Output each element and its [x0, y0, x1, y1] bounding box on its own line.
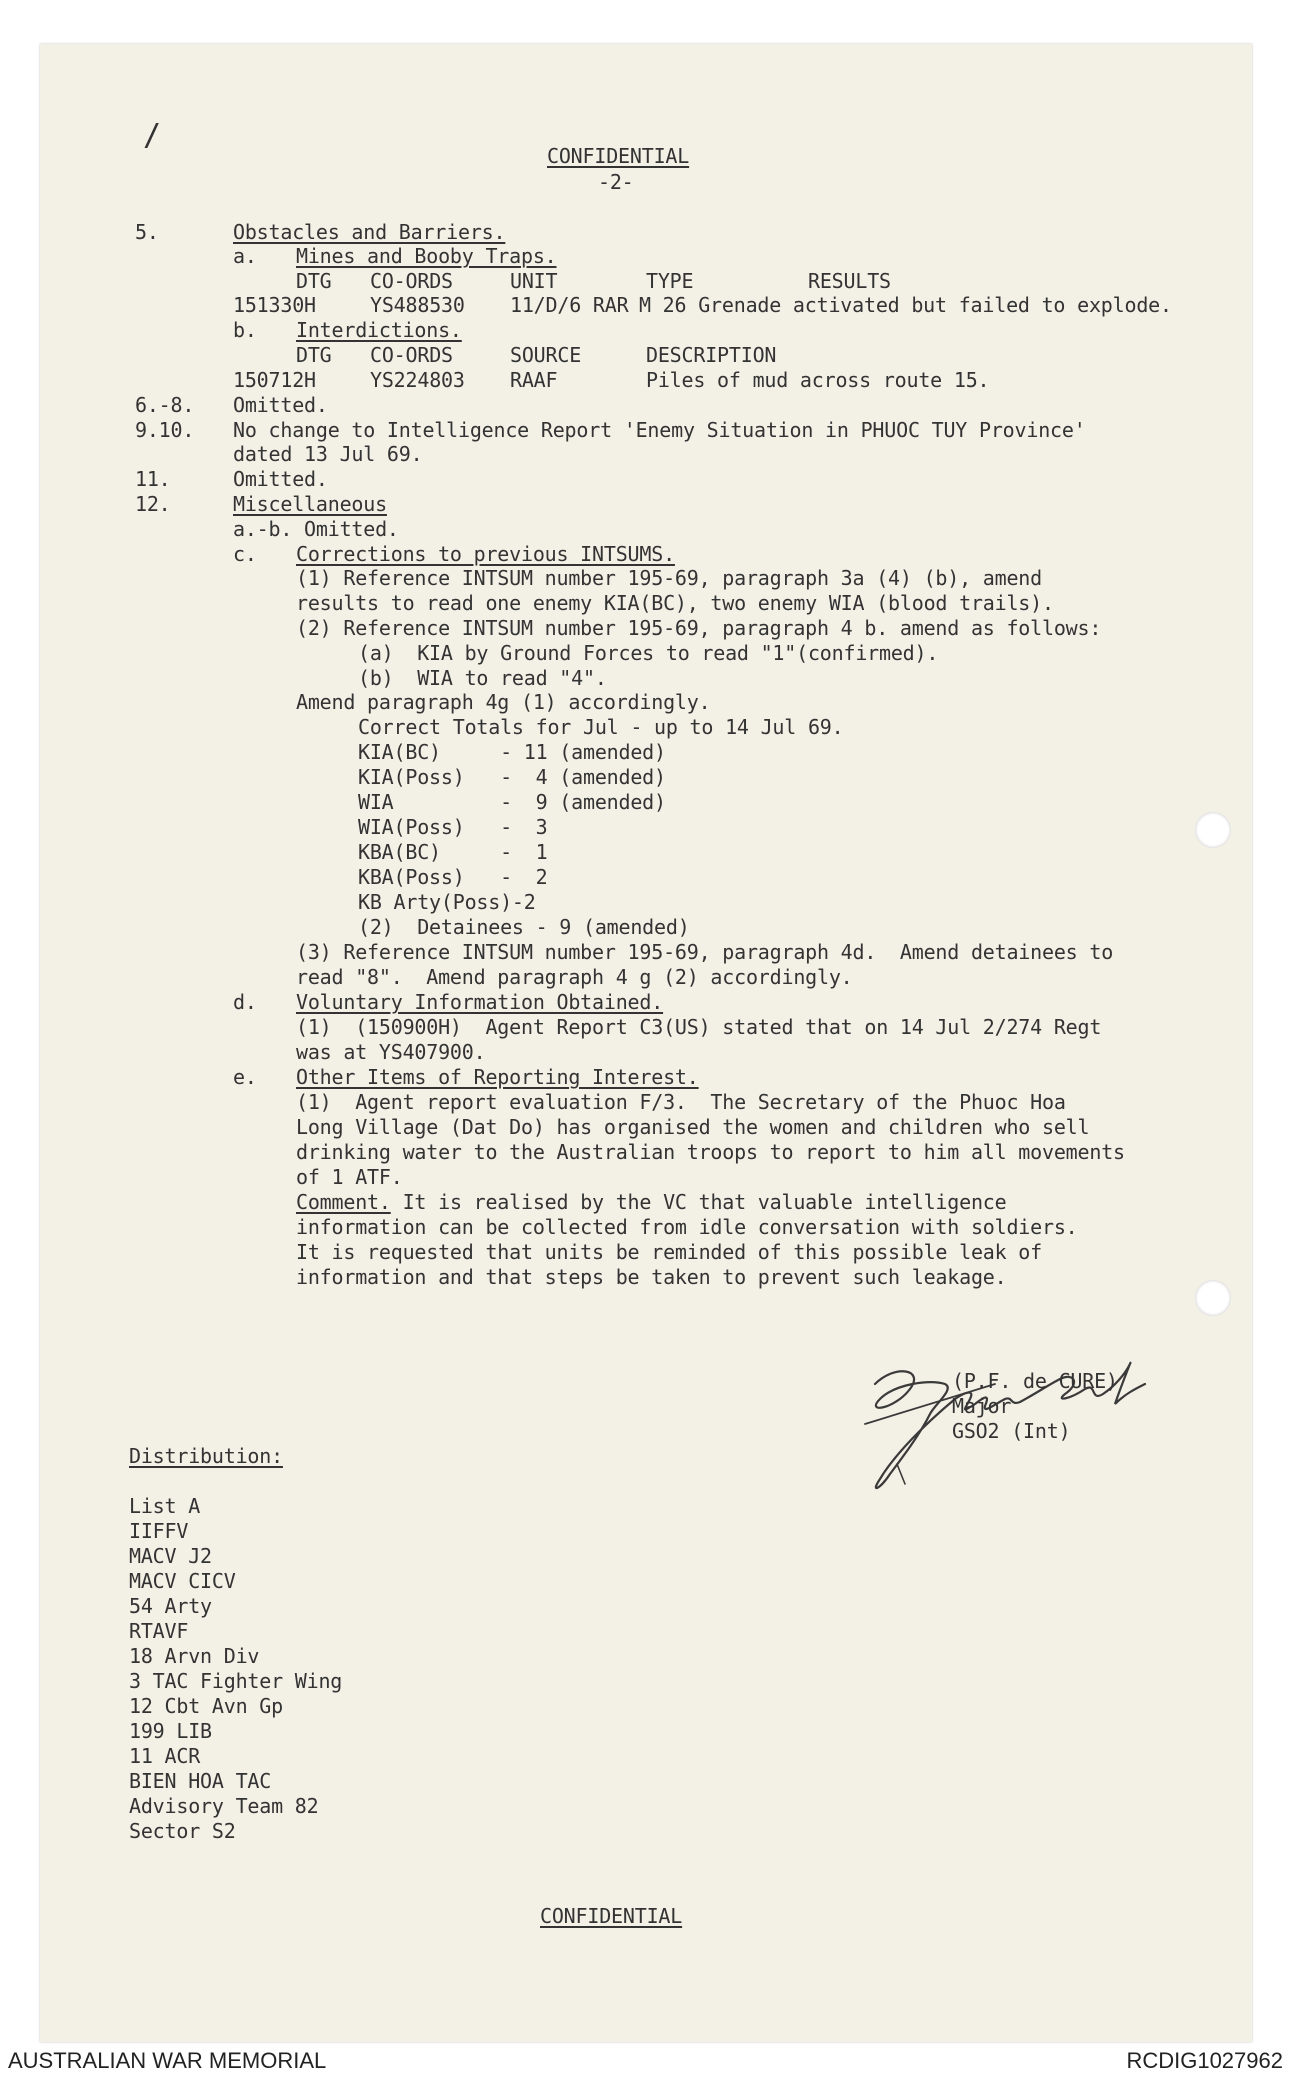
distribution-item: Sector S2: [129, 1819, 236, 1843]
archive-credit: AUSTRALIAN WAR MEMORIAL: [8, 2048, 327, 2073]
distribution-item: MACV CICV: [129, 1569, 236, 1593]
section-text: Omitted.: [233, 467, 328, 491]
subsection-letter: e.: [233, 1065, 257, 1089]
totals-row: KIA(BC) - 11 (amended): [358, 740, 666, 764]
distribution-item: 12 Cbt Avn Gp: [129, 1694, 283, 1718]
margin-mark: /: [143, 118, 161, 153]
table-header: UNIT: [510, 269, 558, 293]
distribution-item: IIFFV: [129, 1519, 189, 1543]
document-page: [40, 44, 1252, 2042]
signatory-appointment: GSO2 (Int): [952, 1419, 1071, 1443]
paragraph-line: (1) Reference INTSUM number 195-69, paragraph 3a (4) (b), amend: [296, 566, 1042, 590]
distribution-item: List A: [129, 1494, 201, 1518]
section-number: 12.: [135, 492, 171, 516]
totals-row: KBA(BC) - 1: [358, 840, 548, 864]
table-cell: YS488530: [370, 293, 465, 317]
totals-row: WIA - 9 (amended): [358, 790, 666, 814]
paragraph-line: was at YS407900.: [296, 1040, 486, 1064]
signatory-name: (P.F. de CURE): [952, 1369, 1118, 1393]
distribution-item: 18 Arvn Div: [129, 1644, 260, 1668]
punch-hole: [1195, 812, 1231, 848]
subsection-letter: a.: [233, 244, 257, 268]
totals-title: Correct Totals for Jul - up to 14 Jul 69.: [358, 715, 844, 739]
totals-row: KIA(Poss) - 4 (amended): [358, 765, 666, 789]
subsection-letter: b.: [233, 318, 257, 342]
section-number: 11.: [135, 467, 171, 491]
paragraph-line: (1) Agent report evaluation F/3. The Secretary of the Phuoc Hoa: [296, 1090, 1066, 1114]
distribution-item: MACV J2: [129, 1544, 212, 1568]
paragraph-line: (1) (150900H) Agent Report C3(US) stated that on 14 Jul 2/274 Regt: [296, 1015, 1102, 1039]
header-classification: CONFIDENTIAL: [547, 144, 690, 168]
table-cell: 150712H: [233, 368, 316, 392]
distribution-item: 11 ACR: [129, 1744, 201, 1768]
distribution-item: 54 Arty: [129, 1594, 212, 1618]
paragraph-line: drinking water to the Australian troops to report to him all movements: [296, 1140, 1125, 1164]
section-title: Obstacles and Barriers.: [233, 220, 506, 244]
comment-line: It is requested that units be reminded of this possible leak of: [296, 1240, 1042, 1264]
footer-classification: CONFIDENTIAL: [540, 1904, 683, 1928]
totals-row: (2) Detainees - 9 (amended): [358, 915, 690, 939]
paragraph-line: (a) KIA by Ground Forces to read "1"(confirmed).: [358, 641, 939, 665]
subsection-letter: d.: [233, 990, 257, 1014]
subsection-letter: c.: [233, 542, 257, 566]
table-cell: YS224803: [370, 368, 465, 392]
subsection-title: Corrections to previous INTSUMS.: [296, 542, 675, 566]
table-cell: RAAF: [510, 368, 558, 392]
table-cell: Piles of mud across route 15.: [646, 368, 990, 392]
paragraph-line: (b) WIA to read "4".: [358, 666, 607, 690]
paragraph-line: Amend paragraph 4g (1) accordingly.: [296, 690, 711, 714]
section-text: No change to Intelligence Report 'Enemy Situation in PHUOC TUY Province': [233, 418, 1086, 442]
section-number: 9.10.: [135, 418, 195, 442]
archive-reference: RCDIG1027962: [1126, 2048, 1283, 2073]
table-header: DESCRIPTION: [646, 343, 777, 367]
distribution-item: 199 LIB: [129, 1719, 212, 1743]
comment-line: information and that steps be taken to prevent such leakage.: [296, 1265, 1007, 1289]
comment-line: information can be collected from idle conversation with soldiers.: [296, 1215, 1078, 1239]
distribution-title: Distribution:: [129, 1444, 283, 1468]
paragraph-line: results to read one enemy KIA(BC), two enemy WIA (blood trails).: [296, 591, 1054, 615]
table-header: TYPE: [646, 269, 694, 293]
comment-text: It is realised by the VC that valuable intelligence: [390, 1190, 1007, 1214]
comment-label: Comment.: [296, 1190, 391, 1214]
distribution-item: 3 TAC Fighter Wing: [129, 1669, 343, 1693]
paragraph-line: of 1 ATF.: [296, 1165, 403, 1189]
table-header: SOURCE: [510, 343, 582, 367]
table-header: CO-ORDS: [370, 269, 453, 293]
section-text: a.-b. Omitted.: [233, 517, 399, 541]
totals-row: KB Arty(Poss)-2: [358, 890, 536, 914]
table-header: CO-ORDS: [370, 343, 453, 367]
paragraph-line: Long Village (Dat Do) has organised the women and children who sell: [296, 1115, 1090, 1139]
table-header: DTG: [296, 343, 332, 367]
distribution-item: BIEN HOA TAC: [129, 1769, 272, 1793]
subsection-title: Mines and Booby Traps.: [296, 244, 557, 268]
distribution-item: Advisory Team 82: [129, 1794, 319, 1818]
table-header: RESULTS: [808, 269, 891, 293]
comment-line: [296, 1190, 1006, 1214]
section-text: dated 13 Jul 69.: [233, 442, 423, 466]
section-number: 6.-8.: [135, 393, 195, 417]
table-header: DTG: [296, 269, 332, 293]
paragraph-line: (3) Reference INTSUM number 195-69, paragraph 4d. Amend detainees to: [296, 940, 1114, 964]
paragraph-line: (2) Reference INTSUM number 195-69, paragraph 4 b. amend as follows:: [296, 616, 1102, 640]
totals-row: WIA(Poss) - 3: [358, 815, 548, 839]
totals-row: KBA(Poss) - 2: [358, 865, 548, 889]
subsection-title: Voluntary Information Obtained.: [296, 990, 664, 1014]
section-number: 5.: [135, 220, 159, 244]
subsection-title: Other Items of Reporting Interest.: [296, 1065, 699, 1089]
punch-hole: [1195, 1280, 1231, 1316]
paragraph-line: read "8". Amend paragraph 4 g (2) accordingly.: [296, 965, 853, 989]
section-title: Miscellaneous: [233, 492, 387, 516]
page-number: -2-: [598, 170, 634, 194]
section-text: Omitted.: [233, 393, 328, 417]
subsection-title: Interdictions.: [296, 318, 462, 342]
signatory-rank: Major: [952, 1394, 1012, 1418]
table-cell: 11/D/6 RAR: [510, 293, 629, 317]
table-cell: M 26 Grenade activated but failed to explode.: [639, 293, 1172, 317]
table-cell: 151330H: [233, 293, 316, 317]
distribution-item: RTAVF: [129, 1619, 189, 1643]
